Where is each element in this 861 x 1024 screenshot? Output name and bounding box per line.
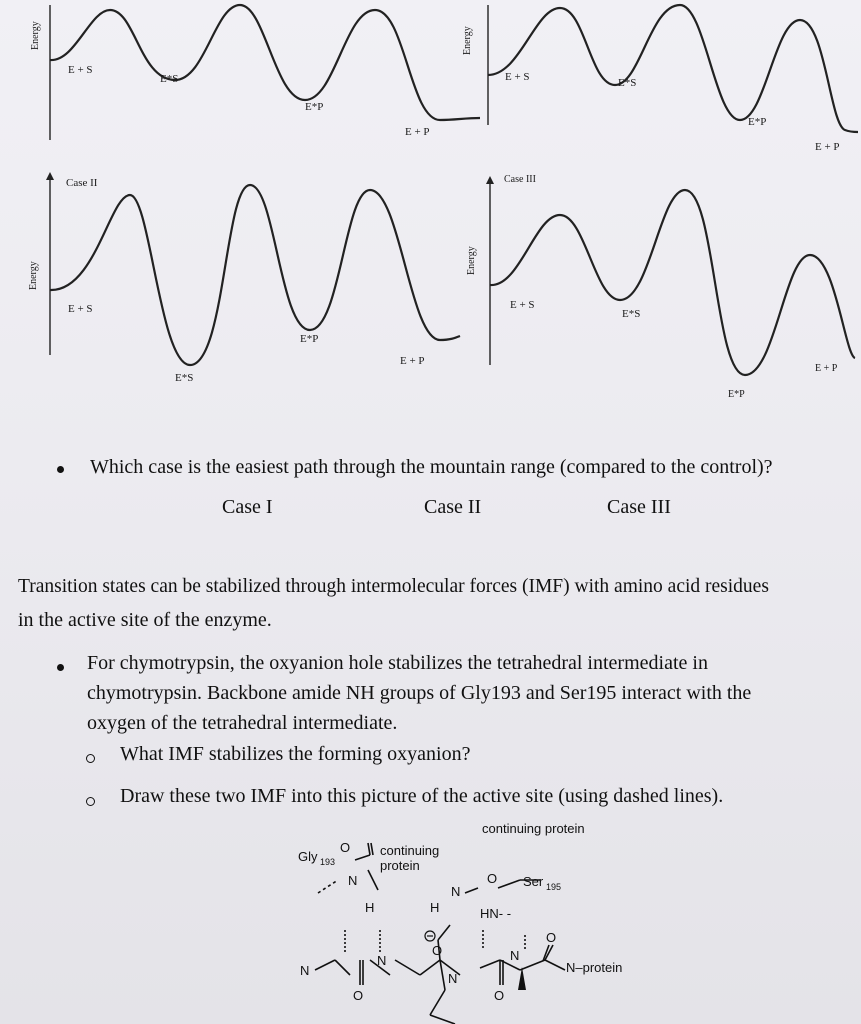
atom-h: H (365, 900, 375, 915)
atom-o: O (494, 988, 505, 1003)
atom-n: N (300, 963, 310, 978)
chymotrypsin-line-1: For chymotrypsin, the oxyanion hole stabilizes the tetrahedral intermediate in (87, 652, 708, 674)
label-es: E*S (160, 73, 179, 85)
continuing-protein-left-1: continuing (380, 843, 440, 858)
label-products: E + P (815, 141, 840, 153)
case-label: Case III (504, 174, 536, 185)
label-ep: E*P (300, 333, 319, 345)
y-axis-label: Energy (30, 21, 41, 50)
paragraph-line-2: in the active site of the enzyme. (18, 609, 272, 631)
label-reactants: E + S (68, 303, 93, 315)
label-es: E*S (622, 308, 641, 320)
choice-case-ii[interactable]: Case II (424, 496, 482, 518)
chymotrypsin-line-3: oxygen of the tetrahedral intermediate. (87, 712, 398, 734)
atom-o: O (546, 930, 557, 945)
y-axis-label: Energy (28, 261, 39, 290)
label-reactants: E + S (68, 64, 93, 76)
continuing-protein-left-2: protein (380, 858, 420, 873)
atom-hn: HN- - (480, 906, 512, 921)
label-ep: E*P (748, 116, 767, 128)
atom-n: N (451, 884, 461, 899)
continuing-protein-top: continuing protein (482, 821, 585, 836)
question-easiest-path: Which case is the easiest path through the mountain range (compared to the control)? (90, 456, 773, 478)
label-reactants: E + S (505, 71, 530, 83)
chymotrypsin-line-2: chymotrypsin. Backbone amide NH groups of Gly193 and Ser195 interact with the (87, 682, 752, 704)
atom-n: N (448, 971, 458, 986)
y-axis-label: Energy (462, 26, 473, 55)
question-imf-oxyanion: What IMF stabilizes the forming oxyanion? (120, 743, 471, 765)
question-draw-imf: Draw these two IMF into this picture of the active site (using dashed lines). (120, 785, 724, 807)
atom-n: N (377, 953, 387, 968)
atom-n: N (348, 873, 358, 888)
n-protein-label: N–protein (566, 960, 623, 975)
atom-o: O (353, 988, 364, 1003)
case-label: Case II (66, 177, 98, 189)
gly193-label: Gly (298, 849, 318, 864)
label-products: E + P (400, 355, 425, 367)
paragraph-line-1: Transition states can be stabilized through intermolecular forces (IMF) with amino acid residues (18, 576, 769, 597)
atom-o: O (432, 943, 443, 958)
ser195-subscript: 195 (546, 882, 562, 892)
label-es: E*S (175, 372, 194, 384)
label-products: E + P (815, 363, 838, 374)
label-ep: E*P (305, 101, 324, 113)
atom-o: O (487, 871, 498, 886)
choice-case-i[interactable]: Case I (222, 496, 273, 518)
atom-o: O (340, 840, 351, 855)
label-ep: E*P (728, 389, 745, 400)
gly193-subscript: 193 (320, 857, 336, 867)
atom-n: N (510, 948, 520, 963)
y-axis-label: Energy (466, 246, 477, 275)
label-reactants: E + S (510, 299, 535, 311)
label-es: E*S (618, 77, 637, 89)
ser195-label: Ser (523, 874, 544, 889)
label-products: E + P (405, 126, 430, 138)
atom-h: H (430, 900, 440, 915)
choice-case-iii[interactable]: Case III (607, 496, 671, 518)
